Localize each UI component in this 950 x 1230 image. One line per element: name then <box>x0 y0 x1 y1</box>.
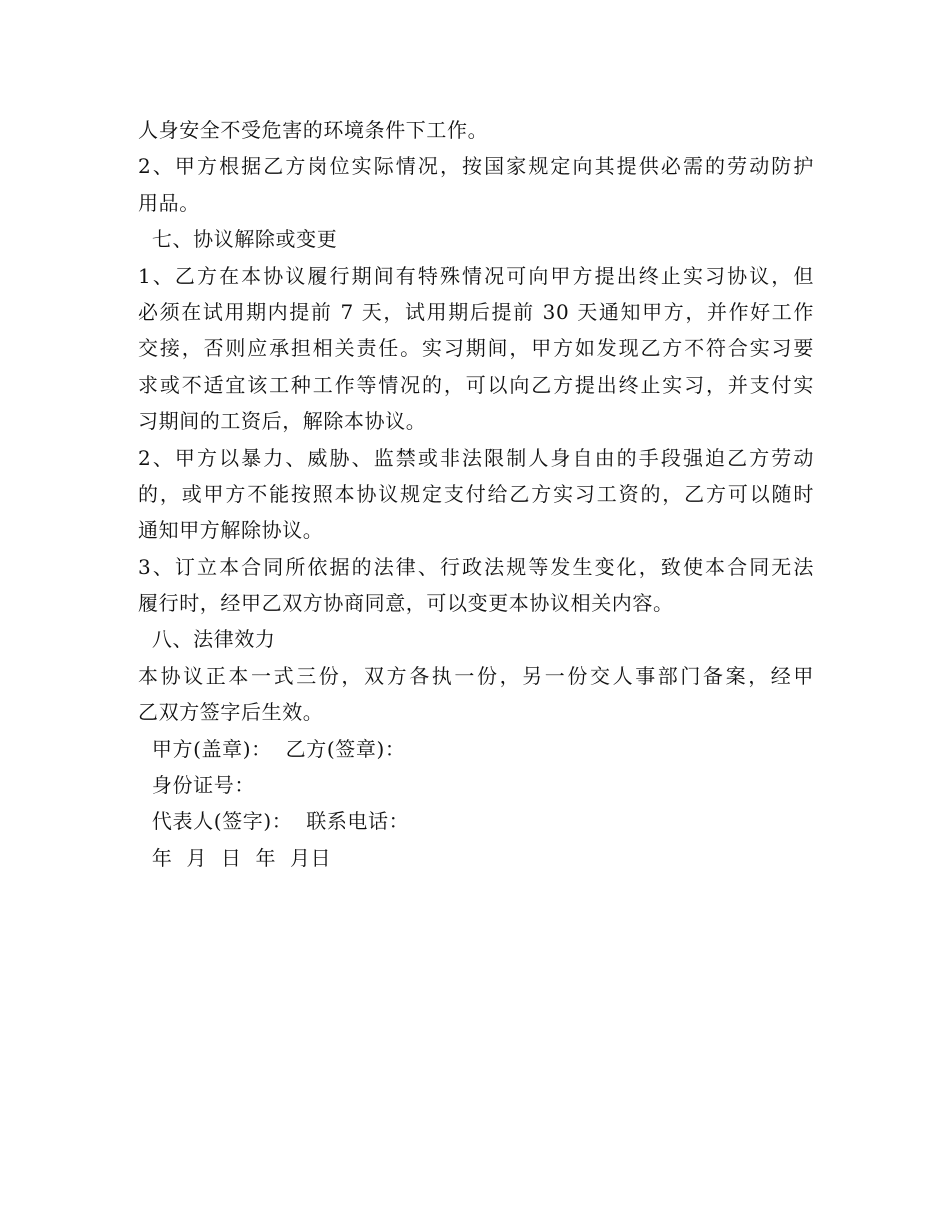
section-heading: 八、法律效力 <box>138 627 276 652</box>
signature-line-representative: 代表人(签字)： 联系电话： <box>138 809 410 834</box>
section-heading: 七、协议解除或变更 <box>138 227 338 252</box>
text-line: 1、乙方在本协议履行期间有特殊情况可向甲方提出终止实习协议，但 <box>138 263 814 288</box>
text-line: 习期间的工资后，解除本协议。 <box>138 409 427 434</box>
document-body <box>138 112 814 876</box>
text-line: 人身安全不受危害的环境条件下工作。 <box>138 118 489 142</box>
text-line: 交接，否则应承担相关责任。实习期间，甲方如发现乙方不符合实习要 <box>138 336 814 361</box>
text-line: 履行时，经甲乙双方协商同意，可以变更本协议相关内容。 <box>138 591 674 616</box>
text-line: 必须在试用期内提前 7 天，试用期后提前 30 天通知甲方，并作好工作 <box>138 299 814 324</box>
text-line: 求或不适宜该工种工作等情况的，可以向乙方提出终止实习，并支付实 <box>138 372 814 397</box>
text-line: 乙双方签字后生效。 <box>138 700 324 725</box>
text-line: 的，或甲方不能按照本协议规定支付给乙方实习工资的，乙方可以随时 <box>138 481 814 506</box>
text-line: 3、订立本合同所依据的法律、行政法规等发生变化，致使本合同无法 <box>138 554 814 579</box>
text-line: 用品。 <box>138 190 200 215</box>
text-line: 2、甲方以暴力、威胁、监禁或非法限制人身自由的手段强迫乙方劳动 <box>138 445 814 470</box>
text-line: 本协议正本一式三份，双方各执一份，另一份交人事部门备案，经甲 <box>138 663 814 688</box>
text-line: 通知甲方解除协议。 <box>138 518 324 543</box>
text-line: 2、甲方根据乙方岗位实际情况，按国家规定向其提供必需的劳动防护 <box>138 154 814 179</box>
signature-line-seal: 甲方(盖章)： 乙方(签章)： <box>138 736 406 761</box>
signature-line-id-number: 身份证号： <box>138 773 255 798</box>
signature-line-date: 年 月 日 年 月日 <box>138 845 332 870</box>
